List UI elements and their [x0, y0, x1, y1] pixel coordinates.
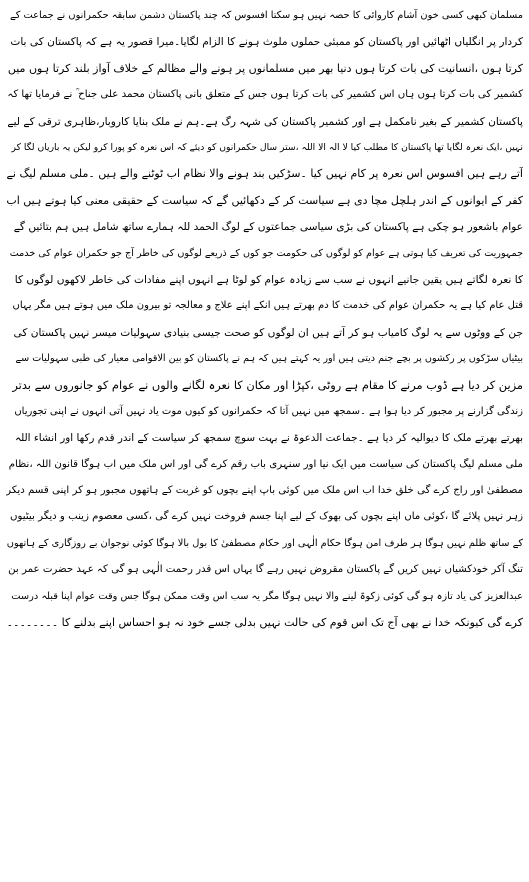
article-line: عبدالعزیز کی یاد تازہ ہو گی کوئی زکوۃ لینے والا نہیں ہوگا مگر یہ سب اس وقت ممکن ہوگا جس وقت عوام اپنا قبلہ درست	[11, 590, 523, 602]
article-line: عوام باشعور ہو چکی ہے پاکستان کی بڑی سیاسی جماعتوں کے لوگ الحمد للہ ہمارے ساتھ شامل ہیں ہم بتائیں گے	[13, 221, 523, 234]
article-line: زہر نہیں پلائے گا ،کوئی ماں اپنے بچوں کی بھوک کے لیے اپنا جسم فروخت نہیں کرے گی ،کسی معصوم زینب و دیگر بیٹیوں	[10, 511, 523, 523]
article-line: مصطفیٰ اور راج کرے گی خلق خدا اب اس ملک میں کوئی باپ اپنے بچوں کو غربت کے ہاتھوں مجبور ہو کر اپنی قسم دیکر	[6, 485, 523, 497]
article-line: بیٹیاں سڑکوں پر رکشوں پر بچے جنم دیتی ہیں اور یہ کہتے ہیں کہ ہم نے پاکستان کو بین الاقوامی معیار کی طبی سہولیات سے	[15, 353, 523, 365]
article-line: کرتا ہوں ،انسانیت کی بات کرتا ہوں دنیا بھر میں مسلمانوں پر ہونے والے مظالم کے خلاف آواز بلند کرتا ہوں میں	[7, 61, 523, 75]
article-line: تنگ آکر خودکشیاں نہیں کریں گے پاکستان مقروض نہیں رہے گا یہاں اس قدر رحمت الٰہی ہو گی کہ عہد حضرت عمر بن	[8, 564, 523, 576]
article-line: کرے گی کیونکہ خدا نے بھی آج تک اس قوم کی حالت نہیں بدلی جسے خود نہ ہو احساس اپنے بدلنے کا ۔۔۔۔۔۔۔۔	[6, 615, 523, 629]
article-line: ملی مسلم لیگ پاکستان کی سیاست میں ایک نیا اور سنہری باب رقم کرے گی اور اس ملک میں اب ہوگا قانون اللہ ،نظام	[8, 458, 523, 470]
article-line: زندگی گزارنے پر مجبور کر دیا ہوا ہے ۔سمجھ میں نہیں آتا کہ حکمرانوں کو کیوں موت یاد نہیں آتی انہوں نے اپنی تجوریاں	[14, 405, 523, 417]
article-line: کفر کے ایوانوں کے اندر ہلچل مچا دی ہے سیاست کر کے دکھائیں گے کہ سیاست کے حقیقی معنی کیا ہوتے ہیں اب	[6, 193, 523, 207]
article-line: کشمیر کی بات کرتا ہوں ہاں اس کشمیر کی بات کرتا ہوں جس کے متعلق بانی پاکستان محمد علی جناح ؒ نے فرمایا تھا کہ	[7, 89, 523, 101]
article-line: پاکستان کشمیر کے بغیر نامکمل ہے اور کشمیر پاکستان کی شہہ رگ ہے۔ہم نے ملک بنایا کاروبار،ظاہری ترقی کے لیے	[7, 115, 523, 128]
article-line: قتل عام کیا ہے یہ حکمران عوام کی خدمت کا دم بھرتے ہیں انکے اپنے علاج و معالجہ تو بیرون ملک میں ہوتے ہیں مگر یہاں	[12, 300, 523, 312]
article-line: نہیں ،ایک نعرہ لگایا تھا پاکستان کا مطلب کیا لا الہ الا اللہ ،ستر سال حکمرانوں کو دیئے کہ اس نعرہ کو پورا کرو لیکن یہ باریاں لگا کر	[11, 141, 523, 153]
article-line: مسلمان کبھی کسی خون آشام کاروائی کا حصہ نہیں ہو سکتا افسوس کہ چند پاکستان دشمن سابقہ حکمرانوں نے جماعت کے	[10, 10, 523, 21]
article-line: کردار پر انگلیاں اٹھائیں اور پاکستان کو ممبئی حملوں ملوث ہونے کا الزام لگایا۔میرا قصور یہ ہے کہ پاکستان کی بات	[10, 36, 523, 49]
article-line: آتے رہے ہیں افسوس اس نعرہ پر کام نہیں کیا ۔سڑکیں بند ہونے والا نظام اب ٹوٹنے والے ہیں ۔ملی مسلم لیگ نے	[6, 167, 523, 181]
article-line: بھرتے بھرتے ملک کا دیوالیہ کر دیا ہے ۔جماعت الدعوۃ نے بہت سوچ سمجھ کر سیاست کے اندر قدم رکھا اور انشاء اللہ	[14, 432, 523, 445]
article-line: کا نعرہ لگاتے ہیں یقین جانیے انہوں نے سب سے زیادہ عوام کو لوٹا ہے انہوں اپنے مفادات کی خاطر لاکھوں لوگوں کا	[14, 273, 523, 286]
article-line: جن کے ووٹوں سے یہ لوگ کامیاب ہو کر آتے ہیں ان لوگوں کو صحت جیسی بنیادی سہولیات میسر نہیں پاکستان کی	[13, 326, 523, 339]
article-line: کے ساتھ ظلم نہیں ہوگا ہر طرف امن ہوگا حکام الٰہی اور حکام مصطفیٰ کا بول بالا ہوگا کوئی نوجوان بے روزگاری کے ہاتھوں	[6, 537, 523, 549]
article-line: جمہوریت کی تعریف کیا ہوتی ہے عوام کو لوگوں کی حکومت جو کوں کے ذریعے لوگوں کی خاطر آج جو حکمران عوام کی خدمت	[9, 247, 523, 259]
article-text	[6, 3, 523, 636]
article-line: مزین کر دیا ہے ڈوب مرنے کا مقام ہے روٹی ،کپڑا اور مکان کا نعرہ لگانے والوں نے عوام کو جانوروں سے بدتر	[12, 378, 523, 393]
